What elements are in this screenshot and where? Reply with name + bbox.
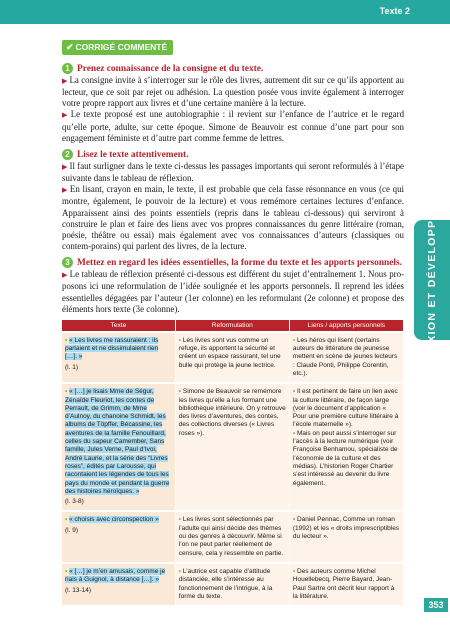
arrow-icon: ▶	[62, 77, 68, 85]
quote: « […] je lisais Mme de Ségur, Zénaïde Fleuriot, les contes de Perrault, de Grimm, de Mme d’Aulnoy, du chanoine Schmidt, les albums de Töpffer, Bécassine, les aventures de la famille Fenouillard, celles du sapeur Camember, Sans famille, Jules Verne, Paul d’Ivoi, André Laurie, et la série des “Livres roses”, édités par Larousse, qui racontaient les légendes de tous les pays du monde et pendant la guerre des histoires héroïques. »	[65, 388, 170, 495]
cell-texte: • « choisis avec circonspection » (l. 9)	[62, 511, 175, 562]
section-number: 1	[62, 63, 73, 74]
line-ref: (l. 3-8)	[65, 498, 84, 506]
paragraph: ▶ Le tableau de réflexion présenté ci-dessous est différent du sujet d’entraînement 1. Nous pro-posons ici une reformulation de l’idée soulignée et les apports personnels. Il reprend les idées essentielles dégagées par l’auteur (1er colonne) en les reformulant (2e colonne) et propose des éléments hors texte (3e colonne).	[62, 269, 404, 314]
section-tab-label: Texte 2	[379, 6, 410, 16]
section-title: 1 Prenez connaissance de la consigne et du texte.	[62, 63, 404, 75]
cell-reformulation: • L’autrice est capable d’attitude distanciée, elle s’intéresse au fonctionnement de l’intrigue, à la forme du texte.	[175, 563, 289, 605]
cell-reformulation: • Les livres sont sélectionnés par l’adulte qui ainsi décide des thèmes ou des genres à découvrir. Même si l’on ne peut parler réellement de censure, cela y ressemble en partie.	[175, 511, 289, 562]
cell-liens: • Des auteurs comme Michel Houellebecq, Pierre Bayard, Jean-Paul Sartre ont décrit leur rapport à la littérature.	[289, 563, 403, 605]
quote: « choisis avec circonspection »	[69, 516, 159, 524]
line-ref: (l. 13-14)	[65, 586, 92, 594]
cell-liens: • Daniel Pennac, Comme un roman (1992) et les « droits imprescriptibles du lecteur ».	[289, 511, 403, 562]
section-title: 2 Lisez le texte attentivement.	[62, 149, 404, 161]
cell-liens: • Les héros qui lisent (certains auteurs de littérature de jeunesse mettent en scène de jeunes lecteurs : Claude Ponti, Philippe Corentin, etc.).	[289, 332, 403, 383]
paragraph: ▶ En lisant, crayon en main, le texte, il est probable que cela fasse résonnance en vous (ce qui montre, également, le pouvoir de la lecture) et vous remémore certaines lectures d’enfance. Apparaissent ainsi des points essentiels (repris dans le tableau ci-dessous) qui serviront à construire le plan et faire des liens avec vos propres connaissances du genre littéraire (roman, poésie, théâtre ou essai) mais également avec vos connaissances d’auteurs (classiques ou contem-porains) qui parlent des livres, de la lecture.	[62, 184, 404, 252]
table-row	[62, 563, 404, 605]
arrow-icon: ▶	[62, 271, 68, 280]
column-header: Reformulation	[175, 320, 289, 332]
table-row	[62, 511, 404, 562]
section-number: 3	[62, 257, 73, 268]
cell-reformulation: • Simone de Beauvoir se remémore les livres qu’elle a lus formant une bibliothèque intérieure. On y retrouve des livres d’aventures, des contes, des collections diverses (« Livres roses »).	[175, 383, 289, 511]
section-1	[62, 63, 404, 144]
arrow-icon: ▶	[62, 162, 68, 171]
line-ref: (l. 9)	[65, 526, 78, 534]
paragraph: ▶ Il faut surligner dans le texte ci-dessus les passages importants qui seront reformulés à l’étape suivante dans le tableau de réflexion.	[62, 160, 404, 184]
side-tab-label: RÉFLEXION ET DÉVELOPPEMENT	[426, 176, 438, 384]
line-ref: (l. 1)	[65, 363, 78, 371]
cell-reformulation: • Les livres sont vus comme un refuge, ils apportent la sécurité et créent un espace rassurant, tel une bulle qui protège la jeune lectrice.	[175, 332, 289, 383]
arrow-icon: ▶	[62, 186, 68, 195]
quote: « Les livres me rassuraient : ils parlaient et ne dissimulaient rien […]. »	[65, 336, 159, 361]
cell-texte: • « Les livres me rassuraient : ils parlaient et ne dissimulaient rien […]. » (l. 1)	[62, 332, 175, 383]
column-header: Texte	[62, 320, 175, 332]
paragraph: ▶ Le texte proposé est une autobiographie : il revient sur l’enfance de l’autrice et le regard qu’elle porte, adulte, sur cette époque. Simone de Beauvoir est connue d’une part pour son engagement féministe et d’autre part comme femme de lettres.	[62, 109, 405, 143]
column-header: Liens / apports personnels	[289, 320, 403, 332]
section-number: 2	[62, 149, 73, 160]
top-banner	[0, 0, 450, 24]
arrow-icon: ▶	[62, 111, 69, 120]
quote: « […] je m’en amusais, comme je riais à Guignol, à distance […]. »	[65, 567, 166, 584]
main-content	[62, 58, 404, 605]
table-row	[62, 383, 404, 511]
badge-label: CORRIGÉ COMMENTÉ	[75, 42, 168, 52]
cell-texte: • « […] je m’en amusais, comme je riais à Guignol, à distance […]. » (l. 13-14)	[62, 563, 175, 605]
section-2	[62, 149, 404, 252]
section-3	[62, 257, 404, 315]
paragraph: ▶ La consigne invite à s’interroger sur le rôle des livres, autrement dit sur ce qu’ils apportent au lecteur, que ce soit par rejet ou adhésion. La question posée vous invite également à interroger votre propre rapport aux livres et d’une certaine manière à la lecture.	[62, 75, 404, 109]
section-title: 3 Mettez en regard les idées essentielles, la forme du texte et les apports personnels.	[62, 257, 404, 269]
table-row	[62, 332, 404, 383]
table-header-row	[62, 320, 404, 332]
check-chevron-icon: ✔	[66, 42, 74, 52]
corrige-badge	[62, 40, 173, 55]
cell-texte: • « […] je lisais Mme de Ségur, Zénaïde Fleuriot, les contes de Perrault, de Grimm, de Mme d’Aulnoy, du chanoine Schmidt, les albums de Töpffer, Bécassine, les aventures de la famille Fenouillard, celles du sapeur Camember, Sans famille, Jules Verne, Paul d’Ivoi, André Laurie, et la série des “Livres roses”, édités par Larousse, qui racontaient les légendes de tous les pays du monde et pendant la guerre des histoires héroïques. » (l. 3-8)	[62, 383, 175, 511]
cell-liens: • Il est pertinent de faire un lien avec la culture littéraire, de façon large (voir le document d’application « Pour une première culture littéraire à l’école maternelle »). • Mais on peut aussi s’interroger sur l’accès à la lecture numérique (voir Françoise Benhamou, spécialiste de l’économie de la culture et des médias). L’historien Roger Chartier s’est intéressé au devenir du livre également.	[289, 383, 403, 511]
page-number: 353	[424, 598, 448, 612]
reflection-table	[62, 320, 404, 605]
